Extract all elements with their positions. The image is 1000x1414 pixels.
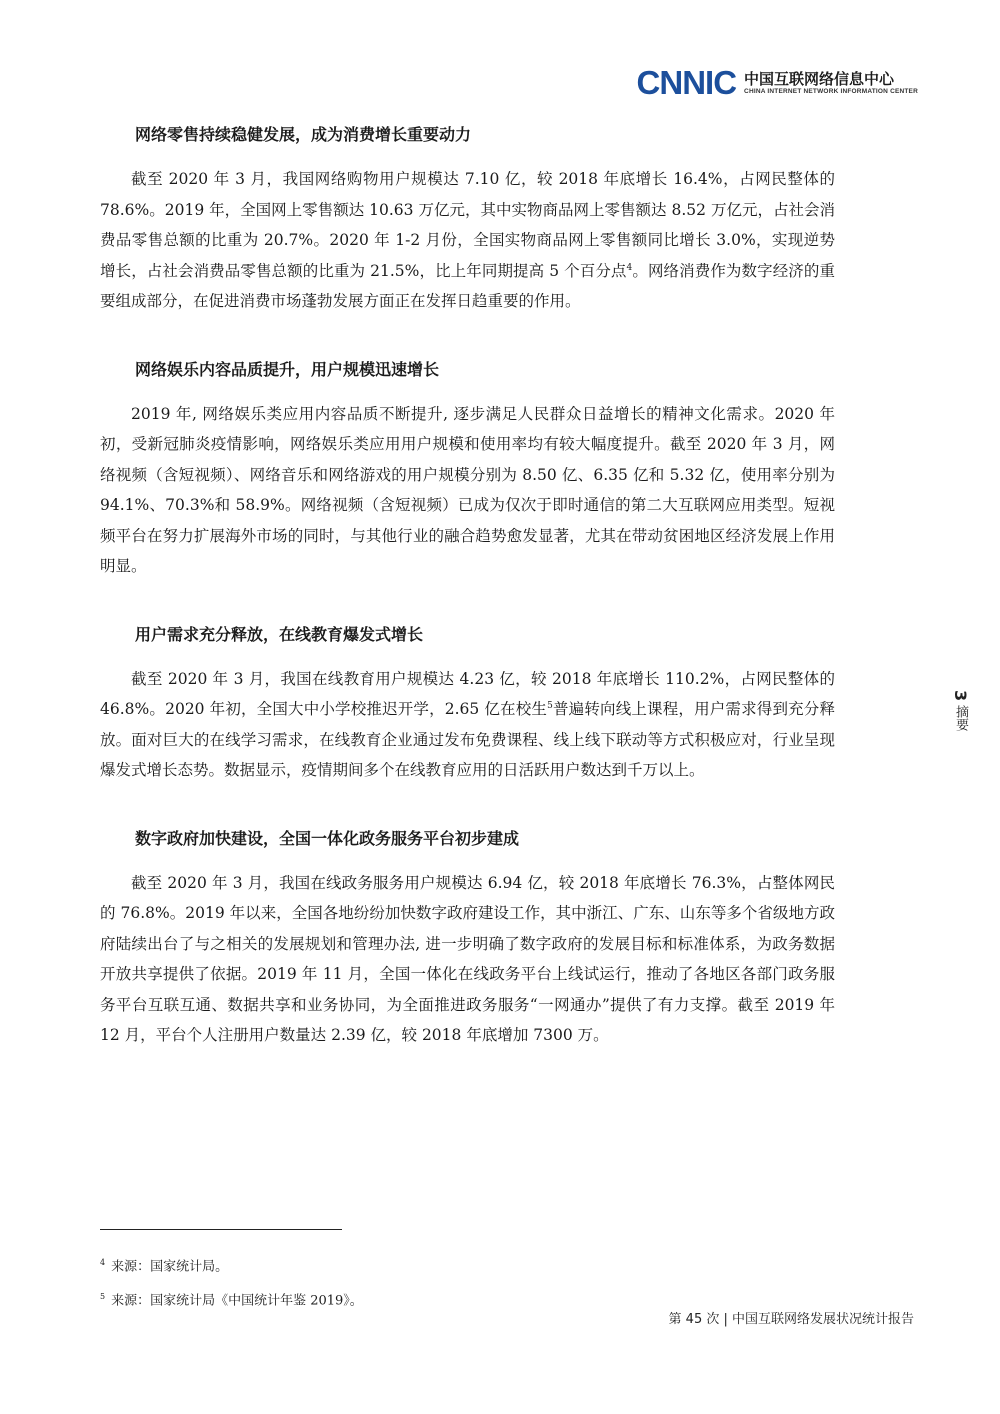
footnotes xyxy=(100,1248,363,1317)
page-footer: 第 45 次 | 中国互联网络发展状况统计报告 xyxy=(668,1312,914,1327)
section-paragraph: 截至 2020 年 3 月，我国网络购物用户规模达 7.10 亿，较 2018 年底增长 16.4%，占网民整体的 78.6%。2019 年，全国网上零售额达 10.63 万亿元，其中实物商品网上零售额达 8.52 万亿元，占社会消费品零售总额的比重为 20.7%。2020 年 1-2 月份，全国实物商品网上零售额同比增长 3.0%，实现逆势增长，占社会消费品零售总额的比重为 21.5%，比上年同期提高 5 个百分点$^4$。网络消费作为数字经济的重要组成部分，在促进消费市场蓬勃发展方面正在发挥日趋重要的作用。 xyxy=(100,170,835,310)
section-heading: 用户需求充分释放，在线教育爆发式增长 xyxy=(135,624,424,644)
footnote-ref: 5 xyxy=(547,700,553,711)
footnote-divider xyxy=(100,1229,342,1230)
section-paragraph: 截至 2020 年 3 月，我国在线教育用户规模达 4.23 亿，较 2018 年底增长 110.2%，占网民整体的 46.8%。2020 年初，全国大中小学校推迟开学，2.65 亿在校生$^5$普遍转向线上课程，用户需求得到充分释放。面对巨大的在线学习需求，在线教育企业通过发布免费课程、线上线下联动等方式积极应对，行业呈现爆发式增长态势。数据显示，疫情期间多个在线教育应用的日活跃用户数达到千万以上。 xyxy=(100,669,835,779)
footnote-item: $^5$ 来源：国家统计局《中国统计年鉴 2019》。 xyxy=(100,1292,363,1309)
section-heading: 网络零售持续稳健发展，成为消费增长重要动力 xyxy=(135,125,472,144)
logo-english-name: CHINA INTERNET NETWORK INFORMATION CENTER xyxy=(744,87,918,95)
footnote-item: $^4$ 来源：国家统计局。 xyxy=(100,1258,229,1275)
logo-mark: CNNIC xyxy=(636,64,737,101)
logo-text xyxy=(744,70,918,96)
section-online-education xyxy=(100,620,835,786)
section-heading: 数字政府加快建设，全国一体化政务服务平台初步建成 xyxy=(135,828,520,848)
section-online-entertainment xyxy=(100,355,835,582)
section-paragraph: 2019 年, 网络娱乐类应用内容品质不断提升, 逐步满足人民群众日益增长的精神文化需求。2020 年初，受新冠肺炎疫情影响，网络娱乐类应用用户规模和使用率均有较大幅度提升。截至 2020 年 3 月，网络视频（含短视频）、网络音乐和网络游戏的用户规模分别为 8.50 亿、6.35 亿和 5.32 亿，使用率分别为 94.1%、70.3%和 58.9%。网络视频（含短视频）已成为仅次于即时通信的第二大互联网应用类型。短视频平台在努力扩展海外市场的同时，与其他行业的融合趋势愈发显著，尤其在带动贫困地区经济发展上作用明显。 xyxy=(100,404,835,575)
side-page-number: 3 xyxy=(951,690,970,702)
section-heading: 网络娱乐内容品质提升，用户规模迅速增长 xyxy=(135,359,440,379)
section-paragraph: 截至 2020 年 3 月，我国在线政务服务用户规模达 6.94 亿，较 2018 年底增长 76.3%，占整体网民的 76.8%。2019 年以来，全国各地纷纷加快数字政府建设工作，其中浙江、广东、山东等多个省级地方政府陆续出台了与之相关的发展规划和管理办法, 进一步明确了数字政府的发展目标和标准体系，为政务数据开放共享提供了依据。2019 年 11 月，全国一体化在线政务平台上线试运行，推动了各地区各部门政务服务平台互联互通、数据共享和业务协同，为全面推进政务服务“一网通办”提供了有力支撑。截至 2019 年 12 月，平台个人注册用户数量达 2.39 亿，较 2018 年底增加 7300 万。 xyxy=(100,873,835,1044)
footnote-ref: 4 xyxy=(626,262,633,273)
section-online-retail xyxy=(100,120,835,317)
main-content xyxy=(100,120,835,1089)
logo-chinese-name: 中国互联网络信息中心 xyxy=(744,69,895,88)
side-tab xyxy=(951,690,970,731)
section-digital-government xyxy=(100,824,835,1051)
cnnic-logo xyxy=(637,66,918,99)
side-section-label: 摘要 xyxy=(953,705,968,732)
